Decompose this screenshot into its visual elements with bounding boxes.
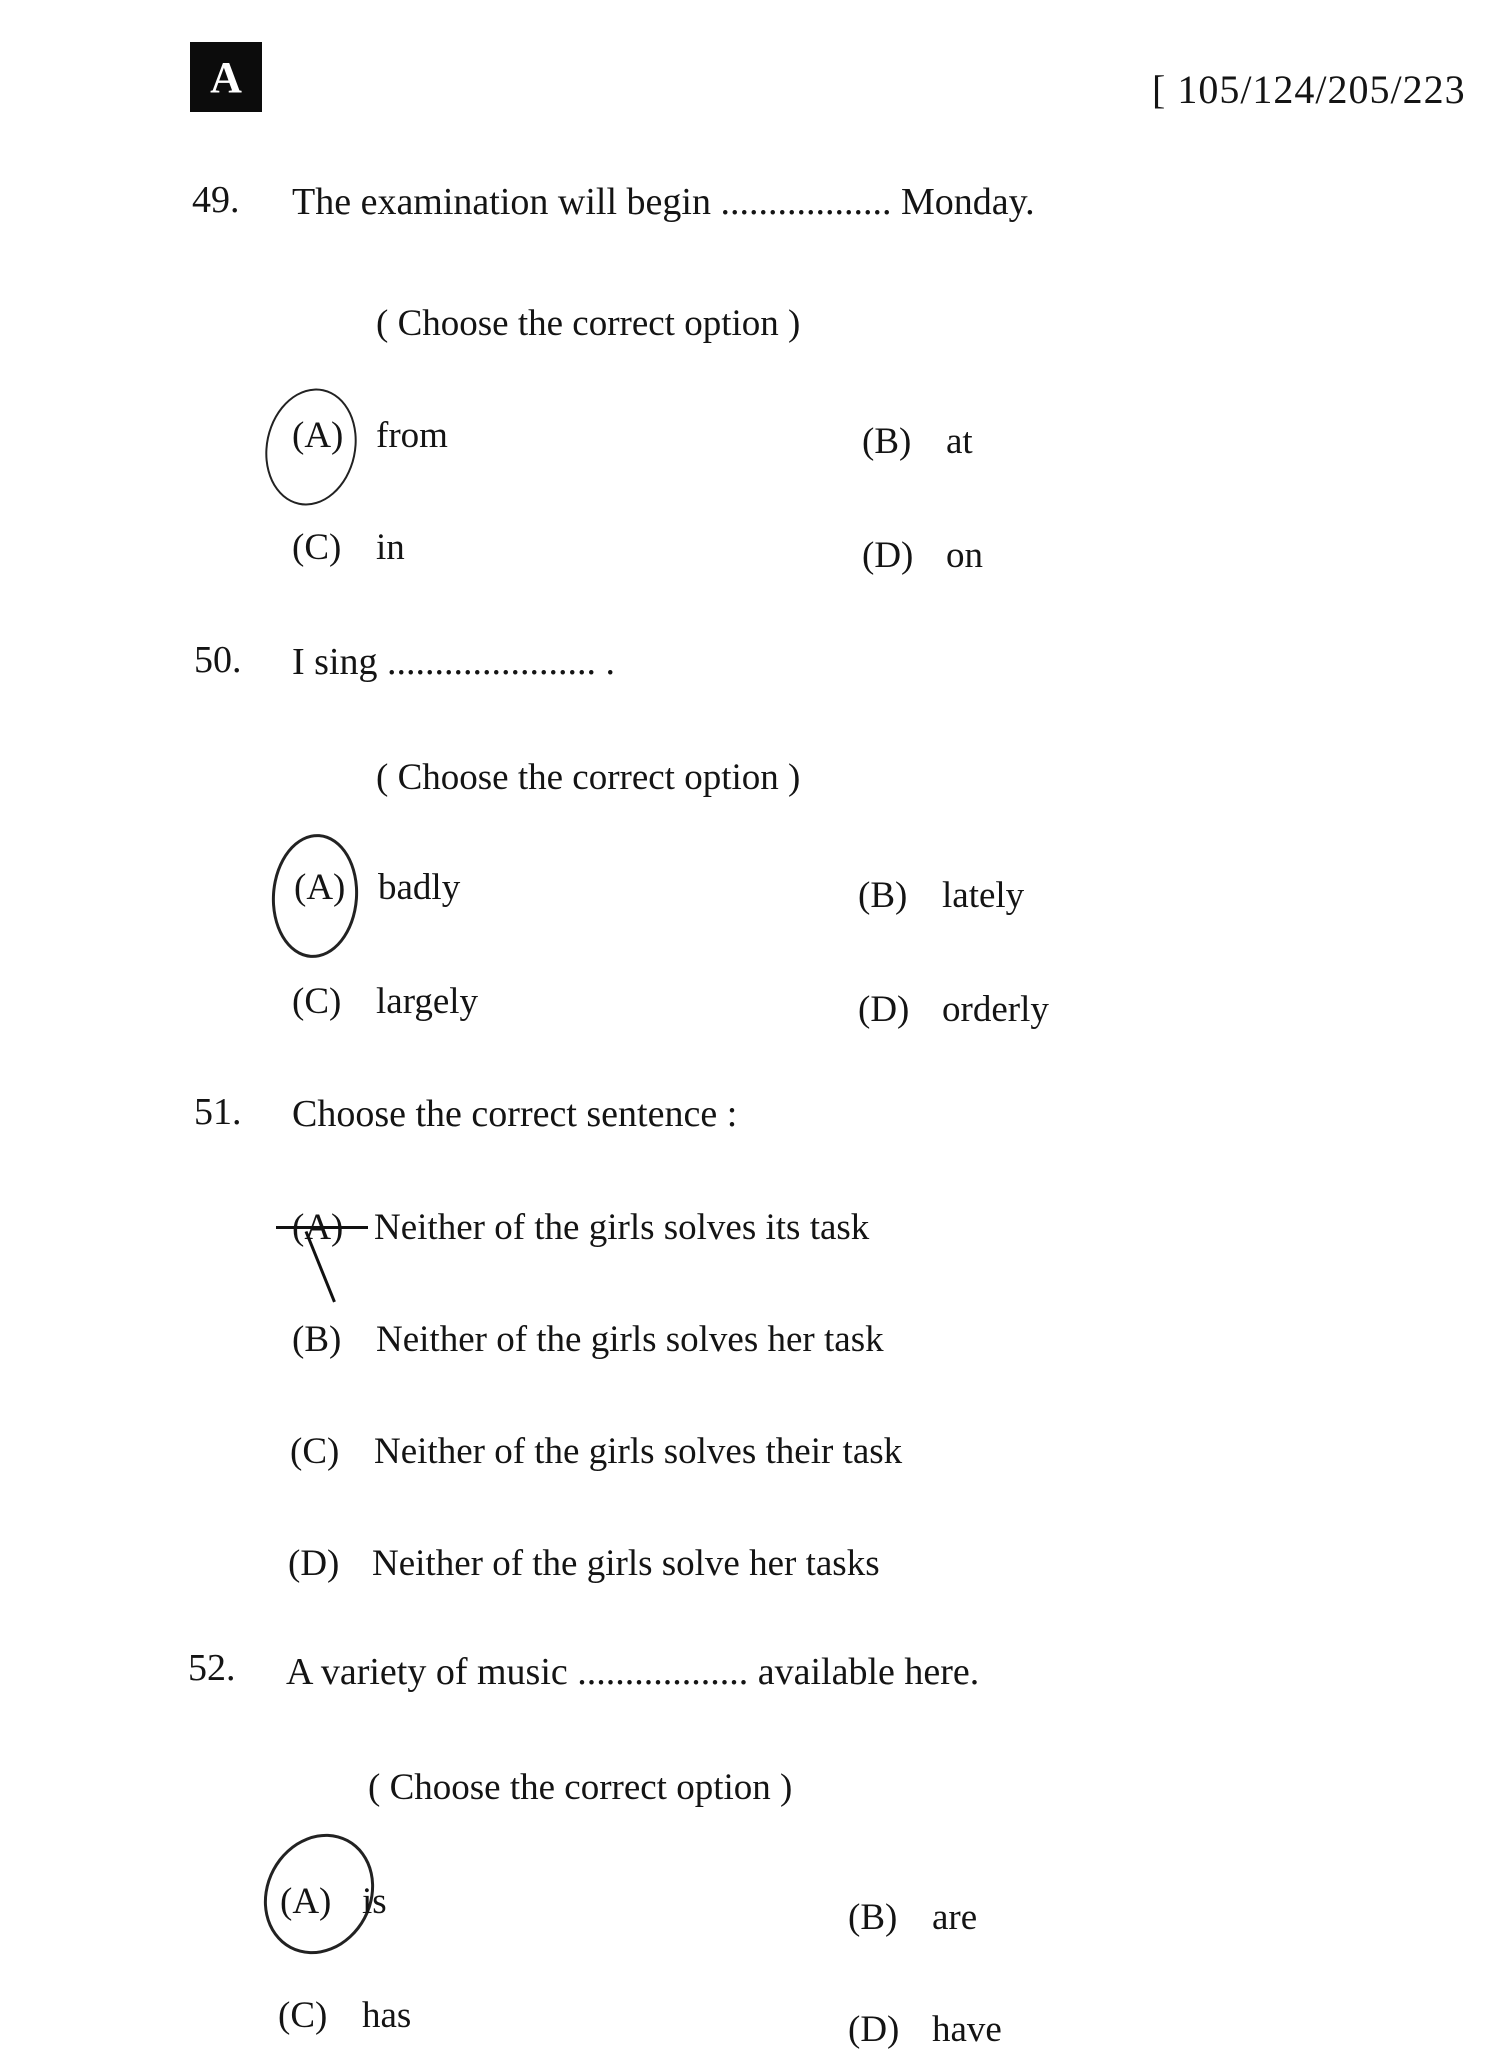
- option-label: (D): [858, 989, 910, 1030]
- option-text: Neither of the girls solves their task: [374, 1431, 903, 1472]
- option-text: are: [932, 1897, 978, 1938]
- option-label: (B): [848, 1897, 898, 1938]
- option-label: (D): [862, 535, 914, 576]
- question-number: 52.: [188, 1647, 236, 1689]
- option-label: (A): [280, 1881, 332, 1922]
- option-d[interactable]: [288, 1542, 880, 1585]
- series-label-badge: A: [190, 42, 262, 112]
- option-a[interactable]: [294, 866, 460, 909]
- question-number: 50.: [194, 639, 242, 681]
- option-text: orderly: [942, 989, 1049, 1030]
- option-text: has: [362, 1995, 412, 2036]
- option-b[interactable]: [848, 1896, 977, 1939]
- question-text: Choose the correct sentence :: [292, 1093, 738, 1135]
- option-text: at: [946, 421, 973, 462]
- option-label: (B): [858, 875, 908, 916]
- option-label: (C): [292, 981, 342, 1022]
- question-number: 49.: [192, 179, 240, 221]
- question-hint: ( Choose the correct option ): [368, 1767, 793, 1808]
- option-text: in: [376, 527, 405, 568]
- question-hint: ( Choose the correct option ): [376, 303, 801, 344]
- option-c[interactable]: [292, 526, 405, 569]
- option-label: (B): [862, 421, 912, 462]
- option-text: Neither of the girls solves its task: [374, 1207, 870, 1248]
- question-text: A variety of music .................. available here.: [286, 1651, 980, 1693]
- question-text: I sing ...................... .: [292, 641, 615, 683]
- option-label: (A): [292, 1207, 344, 1248]
- option-text: Neither of the girls solve her tasks: [372, 1543, 880, 1584]
- option-text: badly: [378, 867, 461, 908]
- option-text: largely: [376, 981, 479, 1022]
- option-d[interactable]: [848, 2008, 1002, 2051]
- question-number: 51.: [194, 1091, 242, 1133]
- option-label: (A): [294, 867, 346, 908]
- question-hint: ( Choose the correct option ): [376, 757, 801, 798]
- option-text: Neither of the girls solves her task: [376, 1319, 884, 1360]
- option-a[interactable]: [280, 1880, 387, 1923]
- paper-code: [ 105/124/205/223: [1152, 67, 1466, 112]
- question-text: The examination will begin .................. Monday.: [292, 181, 1035, 223]
- option-d[interactable]: [862, 534, 983, 577]
- option-text: lately: [942, 875, 1025, 916]
- option-label: (B): [292, 1319, 342, 1360]
- option-label: (C): [292, 527, 342, 568]
- option-label: (D): [848, 2009, 900, 2050]
- option-a[interactable]: [292, 414, 448, 457]
- option-c[interactable]: [278, 1994, 411, 2037]
- option-b[interactable]: [858, 874, 1024, 917]
- option-text: have: [932, 2009, 1002, 2050]
- option-label: (D): [288, 1543, 340, 1584]
- option-d[interactable]: [858, 988, 1049, 1031]
- option-c[interactable]: [290, 1430, 902, 1473]
- option-b[interactable]: [292, 1318, 884, 1361]
- option-label: (C): [290, 1431, 340, 1472]
- option-c[interactable]: [292, 980, 478, 1023]
- option-text: from: [376, 415, 448, 456]
- option-label: (C): [278, 1995, 328, 2036]
- option-text: on: [946, 535, 983, 576]
- option-label: (A): [292, 415, 344, 456]
- option-a[interactable]: [292, 1206, 869, 1249]
- option-b[interactable]: [862, 420, 973, 463]
- option-text: is: [362, 1881, 387, 1922]
